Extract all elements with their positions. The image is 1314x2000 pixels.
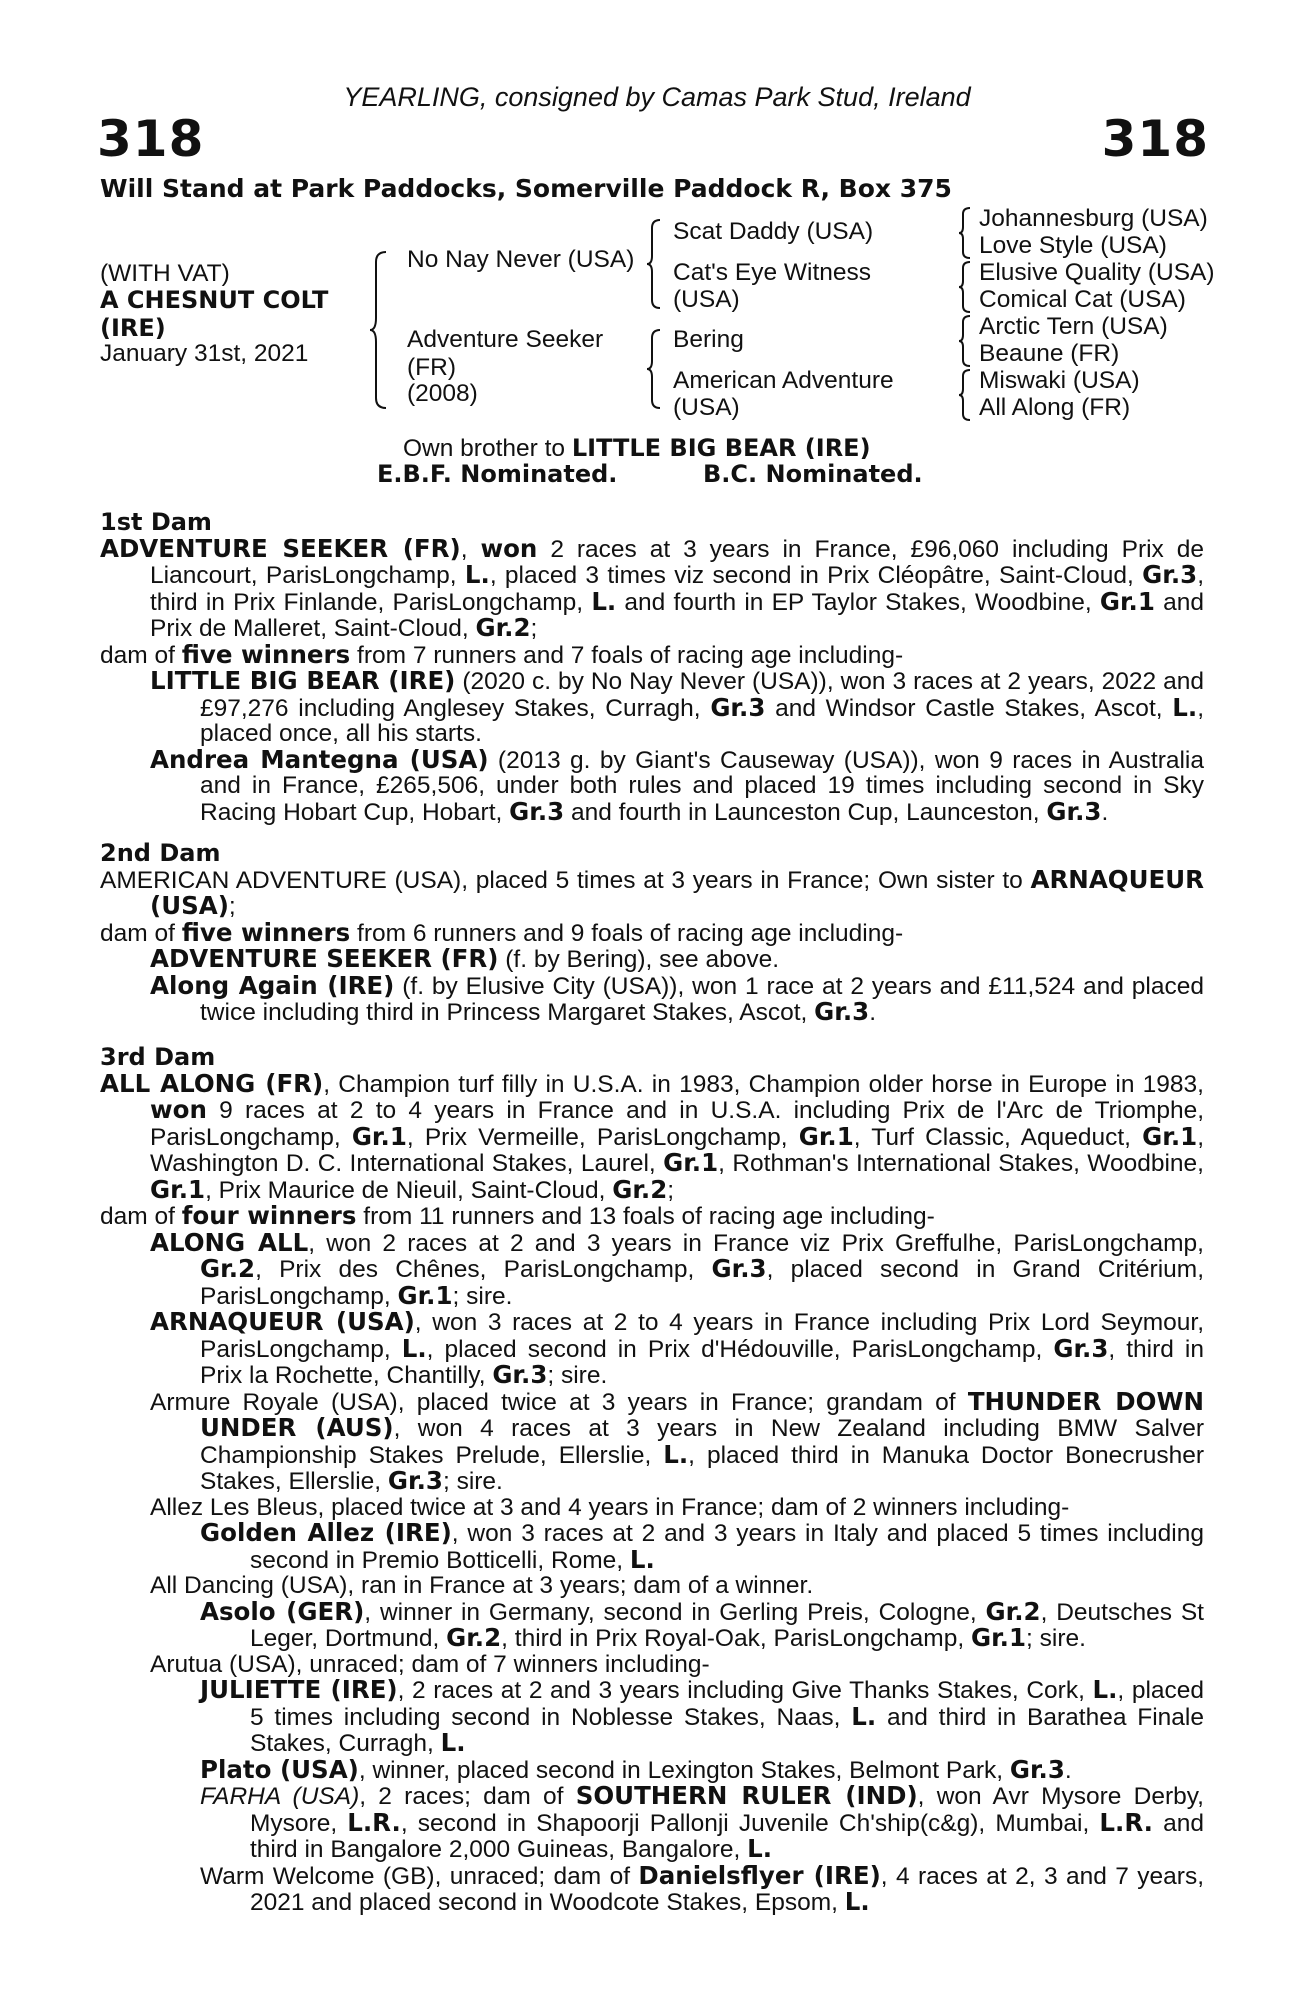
- pedigree-sd-dam: Comical Cat (USA): [979, 286, 1186, 313]
- bold-text: Gr.2: [985, 1596, 1041, 1626]
- third-dam-produce-item: [100, 1860, 1204, 1916]
- bold-text: JULIETTE (IRE): [200, 1675, 398, 1704]
- text-run: and third in Barathea Finale Stakes, Curragh,: [250, 1703, 1204, 1757]
- bold-text: L.: [401, 1333, 427, 1363]
- bold-text: Gr.1: [1142, 1121, 1198, 1151]
- bold-text: five winners: [181, 917, 351, 947]
- text-run: , third in Prix Royal-Oak, ParisLongchamp,: [501, 1625, 971, 1652]
- first-dam-record: [100, 533, 1204, 642]
- horse-dob: January 31st, 2021: [100, 340, 309, 367]
- text-run: , won 3 races at 2 to 4 years in France including Prix Lord Seymour, ParisLongchamp,: [200, 1309, 1205, 1363]
- text-run: Allez Les Bleus, placed twice at 3 and 4 years in France; dam of 2 winners including-: [150, 1493, 1070, 1521]
- pedigree-brace-ds: [957, 314, 975, 368]
- second-dam-heading: 2nd Dam: [100, 839, 221, 867]
- text-run: , Prix Vermeille, ParisLongchamp,: [406, 1123, 799, 1151]
- second-dam-produce-item: [100, 946, 1204, 973]
- bold-text: Gr.3: [1142, 560, 1198, 589]
- bold-text: Gr.3: [814, 997, 870, 1026]
- pedigree-dam-dam-line2: (USA): [673, 394, 740, 421]
- text-run: , Deutsches St Leger, Dortmund,: [250, 1598, 1204, 1652]
- bold-text: Along Again (IRE): [150, 970, 395, 1000]
- bold-text: THUNDER DOWN UNDER (AUS): [200, 1386, 1204, 1442]
- third-dam-produce-item: [100, 1573, 1204, 1599]
- third-dam-produce-item: [100, 1495, 1204, 1521]
- second-dam-section: [100, 841, 1204, 1026]
- pedigree-ds-dam: Beaune (FR): [979, 340, 1120, 367]
- bold-text: Plato (USA): [200, 1754, 359, 1784]
- bold-text: won: [150, 1095, 207, 1124]
- pedigree-dam-sire: Bering: [673, 326, 744, 353]
- bold-text: ARNAQUEUR (USA): [150, 864, 1204, 920]
- bold-text: Gr.3: [711, 1254, 767, 1283]
- text-run: (2013 g. by Giant's Causeway (USA)), won 9 races in Australia and in France, £265,506, under both rules and placed 19 times including second in Sky Racing Hobart Cup, Hobart,: [200, 746, 1204, 826]
- pedigree-sire-sire: Scat Daddy (USA): [673, 218, 874, 245]
- bold-text: L.R.: [347, 1807, 401, 1837]
- text-run: , placed 5 times including second in Noblesse Stakes, Naas,: [250, 1677, 1205, 1731]
- bold-text: L.: [844, 1887, 870, 1916]
- bold-text: L.: [464, 560, 490, 589]
- bold-text: L.: [1172, 692, 1198, 722]
- first-dam-heading: 1st Dam: [100, 508, 212, 536]
- text-run: , placed second in Prix d'Hédouville, ParisLongchamp,: [426, 1335, 1054, 1363]
- text-run: .: [1101, 798, 1109, 826]
- bold-text: ADVENTURE SEEKER (FR): [150, 944, 499, 973]
- bold-text: Gr.1: [1099, 586, 1155, 616]
- text-run: 2 races at 3 years in France, £96,060 including Prix de Liancourt, ParisLongchamp,: [150, 535, 1204, 589]
- bold-text: Gr.3: [1046, 796, 1102, 826]
- text-run: , won Avr Mysore Derby, Mysore,: [250, 1783, 1204, 1837]
- pedigree-brace-dd: [957, 368, 975, 422]
- text-run: ;: [667, 1176, 675, 1204]
- text-run: AMERICAN ADVENTURE (USA), placed 5 times at 3 years in France; Own sister to: [100, 866, 1031, 894]
- bold-text: Gr.2: [612, 1174, 668, 1204]
- bold-text: SOUTHERN RULER (IND): [575, 1781, 918, 1810]
- pedigree-sd-sire: Elusive Quality (USA): [979, 259, 1215, 286]
- bold-text: ARNAQUEUR (USA): [150, 1307, 415, 1336]
- third-dam-produce-item: [100, 1227, 1204, 1310]
- first-dam-section: [100, 510, 1204, 825]
- bold-text: ADVENTURE SEEKER (FR): [100, 533, 461, 563]
- text-run: , winner in Germany, second in Gerling Preis, Cologne,: [364, 1598, 986, 1626]
- text-run: , winner, placed second in Lexington Stakes, Belmont Park,: [358, 1756, 1010, 1784]
- text-run: from 6 runners and 9 foals of racing age including-: [350, 919, 904, 947]
- pedigree-ds-sire: Arctic Tern (USA): [979, 313, 1168, 340]
- text-run: , second in Shapoorji Pallonji Juvenile Ch'ship(c&g), Mumbai,: [400, 1809, 1100, 1837]
- bold-text: Gr.1: [798, 1121, 854, 1151]
- own-brother-note: [403, 434, 871, 463]
- text-run: dam of: [100, 919, 182, 947]
- bold-text: LITTLE BIG BEAR (IRE): [150, 666, 456, 695]
- ebf-nominated: E.B.F. Nominated.: [377, 460, 618, 488]
- bold-text: Gr.1: [150, 1174, 206, 1204]
- bold-text: Gr.3: [509, 796, 565, 826]
- text-run: dam of: [100, 641, 182, 669]
- bold-text: L.: [747, 1834, 773, 1863]
- bold-text: Gr.3: [387, 1466, 443, 1495]
- bold-text: Asolo (GER): [200, 1596, 365, 1626]
- text-run: , won 4 races at 3 years in New Zealand including BMW Salver Championship Stakes Prelude, Ellerslie,: [200, 1415, 1204, 1469]
- text-run: , placed once, all his starts.: [200, 694, 1204, 747]
- bold-text: five winners: [181, 639, 351, 669]
- bold-text: Gr.1: [351, 1121, 407, 1151]
- text-run: , third in Prix la Rochette, Chantilly,: [200, 1335, 1204, 1389]
- text-run: , Washington D. C. International Stakes, Laurel,: [150, 1123, 1204, 1177]
- text-run: Armure Royale (USA), placed twice at 3 years in France; grandam of: [150, 1388, 968, 1416]
- bold-text: Gr.1: [970, 1623, 1027, 1652]
- third-dam-produce-item: [100, 1754, 1204, 1784]
- horse-country: (IRE): [100, 314, 166, 342]
- text-run: , Prix Maurice de Nieuil, Saint-Cloud,: [205, 1176, 613, 1204]
- text-run: , placed second in Grand Critérium, ParisLongchamp,: [200, 1256, 1204, 1310]
- third-dam-produce-item: [100, 1596, 1204, 1652]
- text-run: ; sire.: [547, 1362, 608, 1389]
- text-run: Warm Welcome (GB), unraced; dam of: [200, 1862, 639, 1890]
- bold-text: Gr.2: [475, 613, 531, 642]
- text-run: , won 2 races at 2 and 3 years in France viz Prix Greffulhe, ParisLongchamp,: [308, 1229, 1204, 1257]
- pedigree-sire-dam-line1: Cat's Eye Witness: [673, 259, 872, 286]
- horse-name: A CHESNUT COLT: [100, 286, 329, 314]
- first-dam-produce-item: [100, 744, 1204, 826]
- third-dam-produce-summary: [100, 1203, 1204, 1230]
- bold-text: L.: [629, 1544, 655, 1574]
- bold-text: Gr.3: [710, 692, 766, 722]
- text-run: , Rothman's International Stakes, Woodbine,: [718, 1150, 1204, 1177]
- bold-text: Gr.3: [1053, 1333, 1109, 1363]
- text-run: .: [869, 999, 877, 1026]
- text-run: ,: [460, 535, 481, 563]
- third-dam-produce-item: [100, 1386, 1204, 1495]
- second-dam-record: [100, 864, 1204, 920]
- text-run: ;: [530, 615, 538, 642]
- text-run: , won 3 races at 2 and 3 years in Italy and placed 5 times including second in Premio Botticelli, Rome,: [250, 1520, 1204, 1574]
- text-run: from 7 runners and 7 foals of racing age including-: [350, 641, 904, 669]
- text-run: , Prix des Chênes, ParisLongchamp,: [255, 1256, 712, 1283]
- vat-note: (WITH VAT): [100, 260, 230, 287]
- third-dam-produce-item: [100, 1652, 1204, 1678]
- text-run: (f. by Elusive City (USA)), won 1 race at 2 years and £11,524 and placed twice including third in Princess Margaret Stakes, Ascot,: [200, 972, 1204, 1026]
- first-dam-produce-item: [100, 668, 1204, 747]
- bold-text: four winners: [181, 1201, 357, 1230]
- text-run: and third in Bangalore 2,000 Guineas, Bangalore,: [250, 1809, 1204, 1863]
- third-dam-produce-item: [100, 1520, 1204, 1573]
- text-run: , 2 races at 2 and 3 years including Give Thanks Stakes, Cork,: [397, 1677, 1093, 1704]
- text-run: and Prix de Malleret, Saint-Cloud,: [150, 588, 1204, 642]
- pedigree-dd-sire: Miswaki (USA): [979, 367, 1140, 394]
- pedigree-dam-line1: Adventure Seeker: [407, 326, 604, 353]
- pedigree-brace-sire: [645, 218, 665, 310]
- bold-text: Gr.2: [446, 1623, 502, 1652]
- bold-text: ALONG ALL: [150, 1227, 309, 1257]
- bold-text: Gr.1: [397, 1280, 453, 1310]
- text-run: , Turf Classic, Aqueduct,: [853, 1123, 1143, 1151]
- bold-text: Andrea Mantegna (USA): [150, 744, 489, 774]
- text-run: ; sire.: [1026, 1625, 1086, 1652]
- catalogue-subtitle: YEARLING, consigned by Camas Park Stud, Ireland: [343, 82, 971, 112]
- text-run: 9 races at 2 to 4 years in France and in U.S.A. including Prix de l'Arc de Triomphe, ParisLongchamp,: [150, 1097, 1204, 1151]
- third-dam-record: [100, 1068, 1204, 1204]
- third-dam-produce-item: [100, 1783, 1204, 1863]
- text-run: (2020 c. by No Nay Never (USA)), won 3 races at 2 years, 2022 and £97,276 including Anglesey Stakes, Curragh,: [200, 668, 1204, 722]
- bold-text: Gr.3: [1009, 1754, 1065, 1784]
- pedigree-dam-line2: (FR): [407, 354, 456, 381]
- text-run: Arutua (USA), unraced; dam of 7 winners including-: [150, 1650, 710, 1678]
- bold-text: Danielsflyer (IRE): [638, 1860, 881, 1890]
- text-run: ; sire.: [452, 1282, 513, 1310]
- bold-text: L.: [663, 1439, 689, 1469]
- own-brother-name: LITTLE BIG BEAR (IRE): [571, 434, 871, 462]
- stand-location: Will Stand at Park Paddocks, Somerville Paddock R, Box 375: [100, 174, 952, 203]
- third-dam-section: [100, 1045, 1204, 1916]
- bold-text: Gr.1: [663, 1148, 719, 1177]
- text-run: , placed 3 times viz second in Prix Cléopâtre, Saint-Cloud,: [489, 562, 1143, 589]
- bold-text: won: [480, 533, 538, 563]
- text-run: and Windsor Castle Stakes, Ascot,: [765, 694, 1173, 722]
- italic-text: FARHA (USA): [200, 1783, 360, 1810]
- second-dam-produce-item: [100, 970, 1204, 1026]
- text-run: ; sire.: [442, 1468, 503, 1495]
- third-dam-produce-item: [100, 1677, 1204, 1757]
- second-dam-produce-summary: [100, 917, 1204, 947]
- third-dam-produce-list: [100, 1227, 1205, 1916]
- first-dam-produce-summary: [100, 639, 1204, 669]
- pedigree-dd-dam: All Along (FR): [979, 394, 1131, 421]
- text-run: , 2 races; dam of: [359, 1783, 576, 1810]
- bold-text: L.: [440, 1728, 466, 1757]
- pedigree-ss-dam: Love Style (USA): [979, 232, 1167, 259]
- third-dam-heading: 3rd Dam: [100, 1043, 216, 1071]
- bold-text: Gr.2: [200, 1254, 256, 1283]
- lot-number-right: 318: [1101, 110, 1209, 168]
- bold-text: L.R.: [1099, 1807, 1153, 1837]
- bold-text: L.: [591, 586, 617, 616]
- text-run: and fourth in Launceston Cup, Launceston,: [564, 798, 1047, 826]
- text-run: All Dancing (USA), ran in France at 3 years; dam of a winner.: [150, 1572, 814, 1599]
- pedigree-brace-ss: [957, 206, 975, 260]
- text-run: .: [1064, 1756, 1072, 1784]
- pedigree-brace-dam: [645, 328, 665, 410]
- pedigree-sire: No Nay Never (USA): [407, 246, 635, 273]
- bc-nominated: B.C. Nominated.: [703, 460, 923, 488]
- text-run: from 11 runners and 13 foals of racing age including-: [356, 1203, 935, 1230]
- text-run: , 4 races at 2, 3 and 7 years, 2021 and placed second in Woodcote Stakes, Epsom,: [250, 1862, 1204, 1916]
- third-dam-produce-item: [100, 1309, 1204, 1389]
- bold-text: Gr.3: [492, 1360, 548, 1389]
- text-run: and fourth in EP Taylor Stakes, Woodbine,: [616, 588, 1100, 616]
- pedigree-dam-dam-line1: American Adventure: [673, 367, 894, 394]
- text-run: ;: [228, 893, 236, 920]
- pedigree-dam-line3: (2008): [407, 380, 478, 407]
- bold-text: L.: [851, 1701, 877, 1731]
- text-run: , placed third in Manuka Doctor Bonecrusher Stakes, Ellerslie,: [200, 1441, 1204, 1495]
- bold-text: ALL ALONG (FR): [100, 1068, 324, 1098]
- text-run: dam of: [100, 1203, 182, 1230]
- bold-text: Golden Allez (IRE): [200, 1518, 452, 1547]
- text-run: (f. by Bering), see above.: [498, 946, 779, 973]
- pedigree-sire-dam-line2: (USA): [673, 286, 740, 313]
- pedigree-brace-main: [368, 250, 392, 410]
- pedigree-ss-sire: Johannesburg (USA): [979, 205, 1208, 232]
- bold-text: L.: [1092, 1675, 1118, 1704]
- own-brother-prefix: Own brother to: [403, 435, 572, 462]
- pedigree-brace-sd: [957, 260, 975, 314]
- lot-number-left: 318: [97, 110, 205, 168]
- text-run: , Champion turf filly in U.S.A. in 1983, Champion older horse in Europe in 1983,: [323, 1070, 1204, 1098]
- text-run: , third in Prix Finlande, ParisLongchamp,: [150, 562, 1204, 616]
